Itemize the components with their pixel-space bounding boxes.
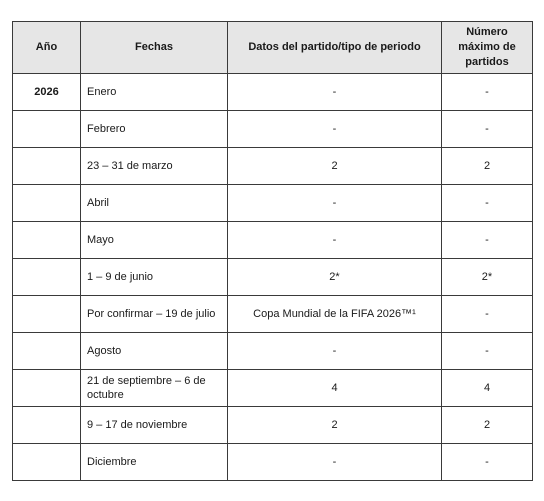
cell-dates: Agosto [81,333,228,370]
table-row [13,74,533,111]
table-row [13,407,533,444]
table-row [13,222,533,259]
cell-dates: Mayo [81,222,228,259]
cell-dates: Por confirmar – 19 de julio [81,296,228,333]
table-row [13,111,533,148]
cell-max: - [442,74,533,111]
cell-year [13,333,81,370]
cell-year [13,370,81,407]
schedule-table [12,21,533,481]
header-max: Número máximo de partidos [442,22,533,74]
cell-year [13,111,81,148]
table-row [13,333,533,370]
cell-data: - [228,333,442,370]
cell-data: 2 [228,407,442,444]
table-row [13,296,533,333]
table-body [13,74,533,481]
cell-data: 2 [228,148,442,185]
cell-year [13,407,81,444]
cell-max: - [442,444,533,481]
cell-max: 4 [442,370,533,407]
cell-max: - [442,185,533,222]
cell-dates: Febrero [81,111,228,148]
cell-year [13,222,81,259]
cell-data: - [228,185,442,222]
cell-dates: Abril [81,185,228,222]
table-row [13,185,533,222]
cell-year [13,148,81,185]
header-dates: Fechas [81,22,228,74]
schedule-table-container [12,21,533,481]
header-row [13,22,533,74]
cell-year [13,296,81,333]
cell-year: 2026 [13,74,81,111]
cell-max: 2 [442,407,533,444]
cell-data: 4 [228,370,442,407]
table-row [13,444,533,481]
cell-dates: 21 de septiembre – 6 de octubre [81,370,228,407]
cell-max: 2 [442,148,533,185]
cell-max: 2* [442,259,533,296]
cell-max: - [442,222,533,259]
cell-data: 2* [228,259,442,296]
cell-year [13,259,81,296]
cell-dates: Enero [81,74,228,111]
cell-data: - [228,111,442,148]
cell-max: - [442,111,533,148]
table-row [13,370,533,407]
cell-max: - [442,296,533,333]
cell-data: - [228,222,442,259]
cell-data: Copa Mundial de la FIFA 2026™¹ [228,296,442,333]
cell-year [13,185,81,222]
table-row [13,148,533,185]
cell-year [13,444,81,481]
cell-dates: 1 – 9 de junio [81,259,228,296]
table-row [13,259,533,296]
table-header [13,22,533,74]
cell-data: - [228,74,442,111]
header-year: Año [13,22,81,74]
cell-dates: 9 – 17 de noviembre [81,407,228,444]
header-data: Datos del partido/tipo de periodo [228,22,442,74]
cell-max: - [442,333,533,370]
cell-dates: Diciembre [81,444,228,481]
cell-data: - [228,444,442,481]
cell-dates: 23 – 31 de marzo [81,148,228,185]
